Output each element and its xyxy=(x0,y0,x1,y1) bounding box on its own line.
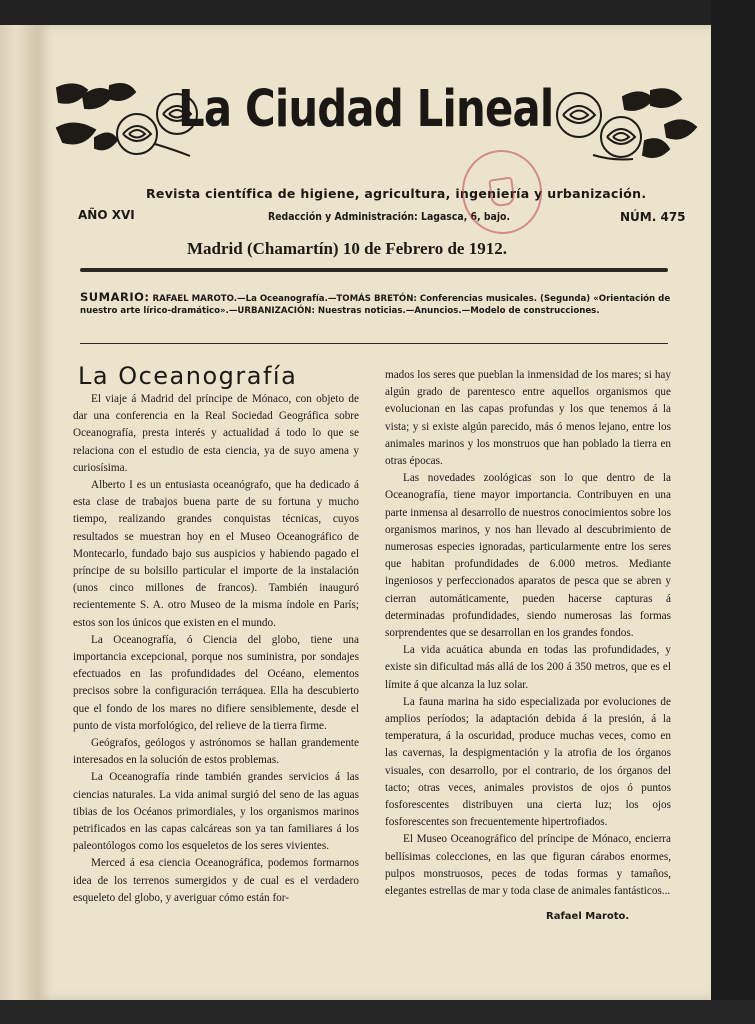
paragraph: El Museo Oceanográfico del príncipe de Mónaco, encierra bellísimas colecciones, en las que figuran cárabos enormes, pulpos monstruosos, peces de todas formas y tamaños, elegantes estrellas de mar y toda clase de animales fantásticos... xyxy=(385,833,671,898)
issue-number: NÚM. 475 xyxy=(620,210,686,224)
scan-right-border xyxy=(711,0,755,1024)
scan-top-border xyxy=(0,0,755,25)
sumario xyxy=(80,291,674,317)
dateline: Madrid (Chamartín) 10 de Febrero de 1912. xyxy=(187,239,507,258)
editorial-address: Redacción y Administración: Lagasca, 6, bajo. xyxy=(268,210,511,223)
sumario-text: RAFAEL MAROTO.—La Oceanografía.—TOMÁS BRETÓN: Conferencias musicales. (Segunda) «Orientación de nuestro arte lírico-dramático».—URBANIZACIÓN: Nuestras noticias.—Anuncios.—Modelo de construcciones. xyxy=(80,294,671,316)
volume-year: AÑO XVI xyxy=(78,208,135,222)
header-rule xyxy=(80,268,668,272)
article-column-right xyxy=(385,367,671,900)
paragraph: Merced á esa ciencia Oceanográfica, podemos formarnos idea de los terrenos sumergidos y de cual es el verdadero esqueleto del globo, y averiguar cómo están for- xyxy=(73,857,359,904)
article-column-left xyxy=(73,391,359,907)
paragraph: La Oceanografía, ó Ciencia del globo, tiene una importancia excepcional, porque nos suministra, por sondajes efectuados en las profundidades del Océano, elementos precisos sobre la configuración terráquea. Ella ha descubierto que el fondo de los mares no difiere sensiblemente, desde el punto de vista morfológico, del relieve de la tierra firme. xyxy=(73,633,359,732)
sumario-label: SUMARIO: xyxy=(80,290,150,304)
article-title: La Oceanografía xyxy=(78,362,298,390)
paragraph: Las novedades zoológicas son lo que dentro de la Oceanografía, tiene mayor importancia. Contribuyen en una parte inmensa al desarrollo de nuestros conocimientos sobre los organismos marinos, y nos han llevado al descubrimiento de numerosas especies ignoradas, particularmente entre los seres que habitan profundidades de 6.000 metros. Mediante ingeniosos y perfeccionados aparatos de pesca que se abren y cierran automáticamente, pueden hacerse capturas á determinadas profundidades, siendo numerosas las formas sorprendentes que se desarrollan en los grandes fondos. xyxy=(385,472,671,640)
rose-ornament-right-icon xyxy=(553,85,698,163)
paragraph: El viaje á Madrid del príncipe de Mónaco, con objeto de dar una conferencia en la Real Sociedad Geográfica sobre Oceanografía, presta interés y actualidad á todo lo que se relaciona con el estudio de esta ciencia, ya de suyo amena y curiosísima. xyxy=(73,393,359,474)
paragraph: La fauna marina ha sido especializada por evoluciones de amplios períodos; la adaptación debida á la presión, á la temperatura, á la oscuridad, produce muchas veces, como en las cavernas, la despigmentación y la atrofia de los órganos visuales, con desarrollo, por el contrario, de los órganos del tacto; otras veces, animales provistos de ojos ó puntos fosforescentes distribuyen una cierta luz; los ojos fosforescentes son frecuentemente hipertrofiados. xyxy=(385,695,671,829)
sumario-rule xyxy=(80,343,668,344)
paragraph: La Oceanografía rinde también grandes servicios á las ciencias naturales. La vida animal surgió del seno de las aguas tibias de los Océanos primordiales, y los organismos marinos petrificados en las capas calcáreas son ya tan familiares á los paleontólogos como los esqueletos de los seres vivientes. xyxy=(73,771,359,853)
paragraph: mados los seres que pueblan la inmensidad de los mares; si hay algún grado de parentesco entre aquellos organismos que evolucionan en las capas profundas y los que tenemos á la vista; y si existe algún parecido, más ó menos lejano, entre los animales marinos y los monstruos que han poblado la tierra en otras épocas. xyxy=(385,369,671,468)
masthead-title: La Ciudad Lineal xyxy=(178,80,554,139)
stamp-crest-icon xyxy=(488,176,516,207)
article-signature: Rafael Maroto. xyxy=(546,911,630,922)
paragraph: Geógrafos, geólogos y astrónomos se hallan grandemente interesados en la solución de estos problemas. xyxy=(73,737,359,767)
scan-bottom-border xyxy=(0,1000,755,1024)
adjacent-page-edge xyxy=(0,25,41,1000)
paragraph: Alberto I es un entusiasta oceanógrafo, que ha dedicado á esta clase de trabajos buena parte de su fortuna y mucho tiempo, realizando grandes conquistas técnicas, cuyos resultados se muestran hoy en el Museo Oceanográfico de Montecarlo, fundado bajo sus auspicios y habiendo pagado el príncipe de su bolsillo particular el importe de la instalación (unos cinco millones de francos). También inauguró recientemente S. A. otro Museo de la misma índole en París; estos son los únicos que existen en el mundo. xyxy=(73,479,359,629)
paragraph: La vida acuática abunda en todas las profundidades, y existe sin dificultad más allá de los 200 á 350 metros, que es el límite á que alcanza la luz solar. xyxy=(385,644,671,691)
masthead-subtitle: Revista científica de higiene, agricultura, ingeniería y urbanización. xyxy=(146,186,647,201)
